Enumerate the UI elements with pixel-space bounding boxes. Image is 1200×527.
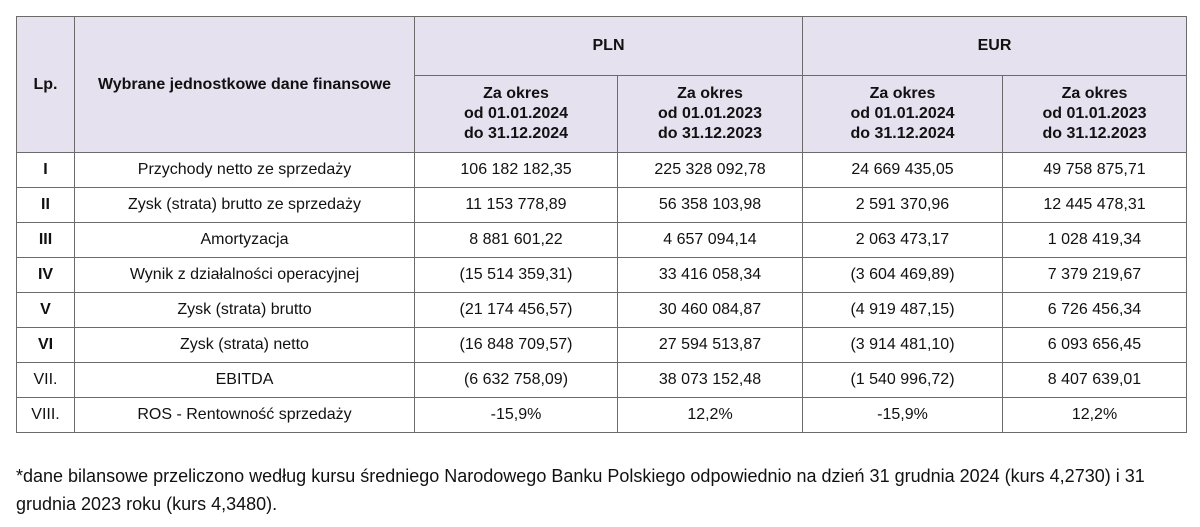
value-cell: 8 881 601,22: [415, 223, 618, 258]
row-number: VII.: [17, 363, 75, 398]
value-cell: (4 919 487,15): [803, 293, 1003, 328]
value-cell: (15 514 359,31): [415, 258, 618, 293]
period-header: Za okres od 01.01.2024 do 31.12.2024: [803, 76, 1003, 153]
value-cell: (21 174 456,57): [415, 293, 618, 328]
row-number: VIII.: [17, 398, 75, 433]
period-header: Za okres od 01.01.2023 do 31.12.2023: [1003, 76, 1187, 153]
value-cell: 30 460 084,87: [618, 293, 803, 328]
row-number: VI: [17, 328, 75, 363]
value-cell: (3 604 469,89): [803, 258, 1003, 293]
value-cell: 106 182 182,35: [415, 153, 618, 188]
row-label: EBITDA: [75, 363, 415, 398]
value-cell: 12,2%: [618, 398, 803, 433]
value-cell: 38 073 152,48: [618, 363, 803, 398]
table-row: [17, 363, 1187, 398]
value-cell: 49 758 875,71: [1003, 153, 1187, 188]
value-cell: 225 328 092,78: [618, 153, 803, 188]
value-cell: 4 657 094,14: [618, 223, 803, 258]
value-cell: -15,9%: [415, 398, 618, 433]
value-cell: (16 848 709,57): [415, 328, 618, 363]
value-cell: 2 591 370,96: [803, 188, 1003, 223]
value-cell: -15,9%: [803, 398, 1003, 433]
row-label: Wynik z działalności operacyjnej: [75, 258, 415, 293]
period-header: Za okres od 01.01.2024 do 31.12.2024: [415, 76, 618, 153]
title-header: Wybrane jednostkowe dane finansowe: [75, 17, 415, 153]
footnote: *dane bilansowe przeliczono według kursu średniego Narodowego Banku Polskiego odpowiednio na dzień 31 grudnia 2024 (kurs 4,2730) i 31 grudnia 2023 roku (kurs 4,3480).: [16, 466, 1145, 514]
row-number: I: [17, 153, 75, 188]
value-cell: 6 726 456,34: [1003, 293, 1187, 328]
table-row: [17, 398, 1187, 433]
table-row: [17, 223, 1187, 258]
value-cell: (1 540 996,72): [803, 363, 1003, 398]
eur-header: EUR: [803, 17, 1187, 76]
table-row: [17, 293, 1187, 328]
value-cell: (6 632 758,09): [415, 363, 618, 398]
value-cell: (3 914 481,10): [803, 328, 1003, 363]
value-cell: 12,2%: [1003, 398, 1187, 433]
period-header: Za okres od 01.01.2023 do 31.12.2023: [618, 76, 803, 153]
value-cell: 6 093 656,45: [1003, 328, 1187, 363]
value-cell: 33 416 058,34: [618, 258, 803, 293]
row-label: Zysk (strata) netto: [75, 328, 415, 363]
row-label: Zysk (strata) brutto: [75, 293, 415, 328]
row-label: Amortyzacja: [75, 223, 415, 258]
value-cell: 7 379 219,67: [1003, 258, 1187, 293]
row-number: II: [17, 188, 75, 223]
value-cell: 11 153 778,89: [415, 188, 618, 223]
financial-data-table: [16, 16, 1187, 433]
value-cell: 27 594 513,87: [618, 328, 803, 363]
row-label: Przychody netto ze sprzedaży: [75, 153, 415, 188]
table-row: [17, 188, 1187, 223]
lp-header: Lp.: [17, 17, 75, 153]
table-row: [17, 328, 1187, 363]
table-row: [17, 258, 1187, 293]
row-label: Zysk (strata) brutto ze sprzedaży: [75, 188, 415, 223]
row-number: V: [17, 293, 75, 328]
value-cell: 12 445 478,31: [1003, 188, 1187, 223]
row-label: ROS - Rentowność sprzedaży: [75, 398, 415, 433]
value-cell: 8 407 639,01: [1003, 363, 1187, 398]
value-cell: 2 063 473,17: [803, 223, 1003, 258]
row-number: IV: [17, 258, 75, 293]
value-cell: 24 669 435,05: [803, 153, 1003, 188]
value-cell: 1 028 419,34: [1003, 223, 1187, 258]
row-number: III: [17, 223, 75, 258]
pln-header: PLN: [415, 17, 803, 76]
table-row: [17, 153, 1187, 188]
value-cell: 56 358 103,98: [618, 188, 803, 223]
